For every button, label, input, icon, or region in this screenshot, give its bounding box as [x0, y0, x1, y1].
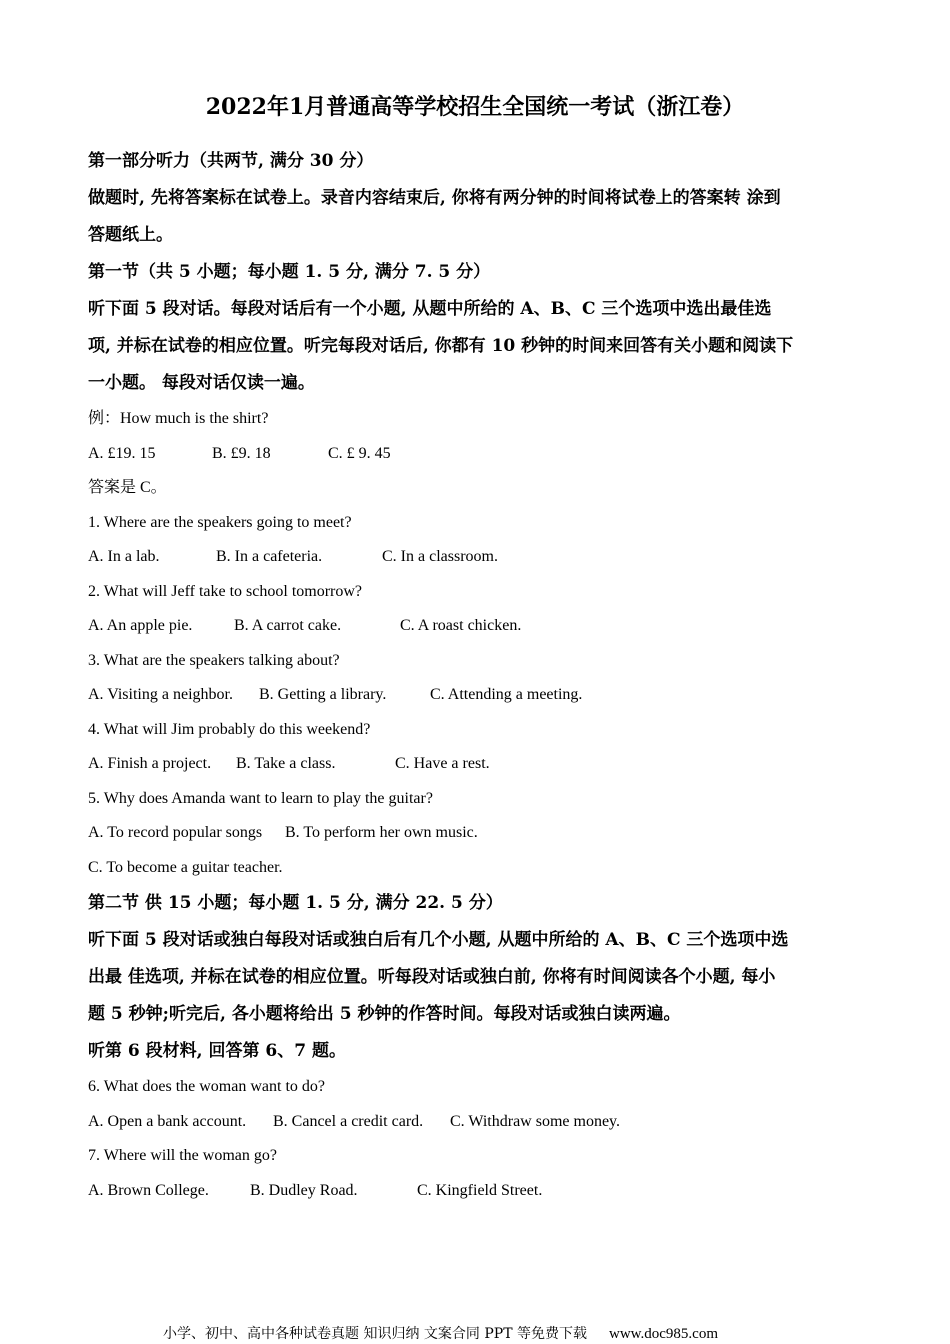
- option-a: A. Finish a project.: [88, 755, 212, 772]
- question-5-option-c: C. To become a guitar teacher.: [88, 858, 283, 876]
- option-a: A. To record popular songs: [88, 824, 263, 841]
- page-footer: [163, 1323, 718, 1343]
- option-a: A. Brown College.: [88, 1181, 209, 1199]
- section2-instruction-line: 听下面 5 段对话或独白每段对话或独白后有几个小题, 从题中所给的 A、B、C 三个选项中选: [88, 930, 789, 950]
- option-b: B. Cancel a credit card.: [273, 1112, 424, 1130]
- option-b: B. A carrot cake.: [234, 617, 342, 634]
- example-answer: 答案是 C。: [88, 479, 167, 496]
- part1-heading: 第一部分听力（共两节, 满分 30 分）: [88, 151, 374, 171]
- part1-instruction-line: 答题纸上。: [88, 225, 173, 245]
- question-6: 6. What does the woman want to do?: [88, 1078, 325, 1095]
- section1-instruction-line: 项, 并标在试卷的相应位置。听完每段对话后, 你都有 10 秒钟的时间来回答有关小题和阅读下: [88, 336, 794, 356]
- option-b: B. Dudley Road.: [250, 1181, 358, 1199]
- option-c: C. In a classroom.: [382, 548, 498, 565]
- exam-title: 2022年1月普通高等学校招生全国统一考试（浙江卷）: [205, 94, 745, 120]
- question-1-options: [88, 540, 868, 575]
- option-a: A. Visiting a neighbor.: [88, 686, 233, 703]
- example-question: 例：How much is the shirt?: [88, 410, 269, 427]
- option-a: A. In a lab.: [88, 548, 160, 565]
- option-c: C. Attending a meeting.: [430, 686, 583, 703]
- option-c: C. Withdraw some money.: [450, 1112, 620, 1130]
- question-5: 5. Why does Amanda want to learn to play the guitar?: [88, 789, 433, 807]
- option-c: C. Have a rest.: [395, 755, 490, 772]
- section2-sub-heading: 听第 6 段材料, 回答第 6、7 题。: [88, 1041, 346, 1061]
- option-a: A. Open a bank account.: [88, 1112, 247, 1130]
- option-a: A. An apple pie.: [88, 617, 193, 634]
- option-b: B. £9. 18: [212, 444, 271, 462]
- option-b: B. To perform her own music.: [285, 824, 478, 841]
- option-b: B. Take a class.: [236, 755, 336, 772]
- option-a: A. £19. 15: [88, 444, 156, 462]
- exam-body: [88, 143, 868, 1208]
- section2-instruction-line: 题 5 秒钟;听完后, 各小题将给出 5 秒钟的作答时间。每段对话或独白读两遍。: [88, 1004, 681, 1024]
- question-5-options: [88, 816, 868, 851]
- question-3: 3. What are the speakers talking about?: [88, 651, 340, 669]
- option-c: C. A roast chicken.: [400, 617, 522, 634]
- question-3-options: [88, 678, 868, 713]
- section1-instruction-line: 一小题。 每段对话仅读一遍。: [88, 373, 315, 393]
- question-4-options: [88, 747, 868, 782]
- option-c: C. £ 9. 45: [328, 444, 391, 462]
- question-7: 7. Where will the woman go?: [88, 1147, 277, 1164]
- example-options: [88, 437, 868, 472]
- option-b: B. In a cafeteria.: [216, 548, 323, 565]
- option-b: B. Getting a library.: [259, 686, 387, 703]
- footer-text: 小学、初中、高中各种试卷真题 知识归纳 文案合同 PPT 等免费下载: [163, 1326, 587, 1342]
- question-2-options: [88, 609, 868, 644]
- section1-heading: 第一节（共 5 小题；每小题 1. 5 分, 满分 7. 5 分）: [88, 262, 491, 282]
- footer-url[interactable]: www.doc985.com: [608, 1326, 718, 1342]
- section2-heading: 第二节 供 15 小题；每小题 1. 5 分, 满分 22. 5 分）: [88, 893, 503, 913]
- section1-instruction-line: 听下面 5 段对话。每段对话后有一个小题, 从题中所给的 A、B、C 三个选项中选出最佳选: [88, 299, 772, 319]
- question-7-options: [88, 1174, 868, 1209]
- question-2: 2. What will Jeff take to school tomorrow?: [88, 582, 363, 600]
- question-1: 1. Where are the speakers going to meet?: [88, 513, 352, 531]
- question-4: 4. What will Jim probably do this weekend?: [88, 720, 371, 738]
- part1-instruction-line: 做题时, 先将答案标在试卷上。录音内容结束后, 你将有两分钟的时间将试卷上的答案转 涂到: [88, 188, 781, 208]
- section2-instruction-line: 出最 佳选项, 并标在试卷的相应位置。听每段对话或独白前, 你将有时间阅读各个小题, 每小: [88, 967, 776, 987]
- option-c: C. Kingfield Street.: [417, 1181, 543, 1199]
- question-6-options: [88, 1105, 868, 1140]
